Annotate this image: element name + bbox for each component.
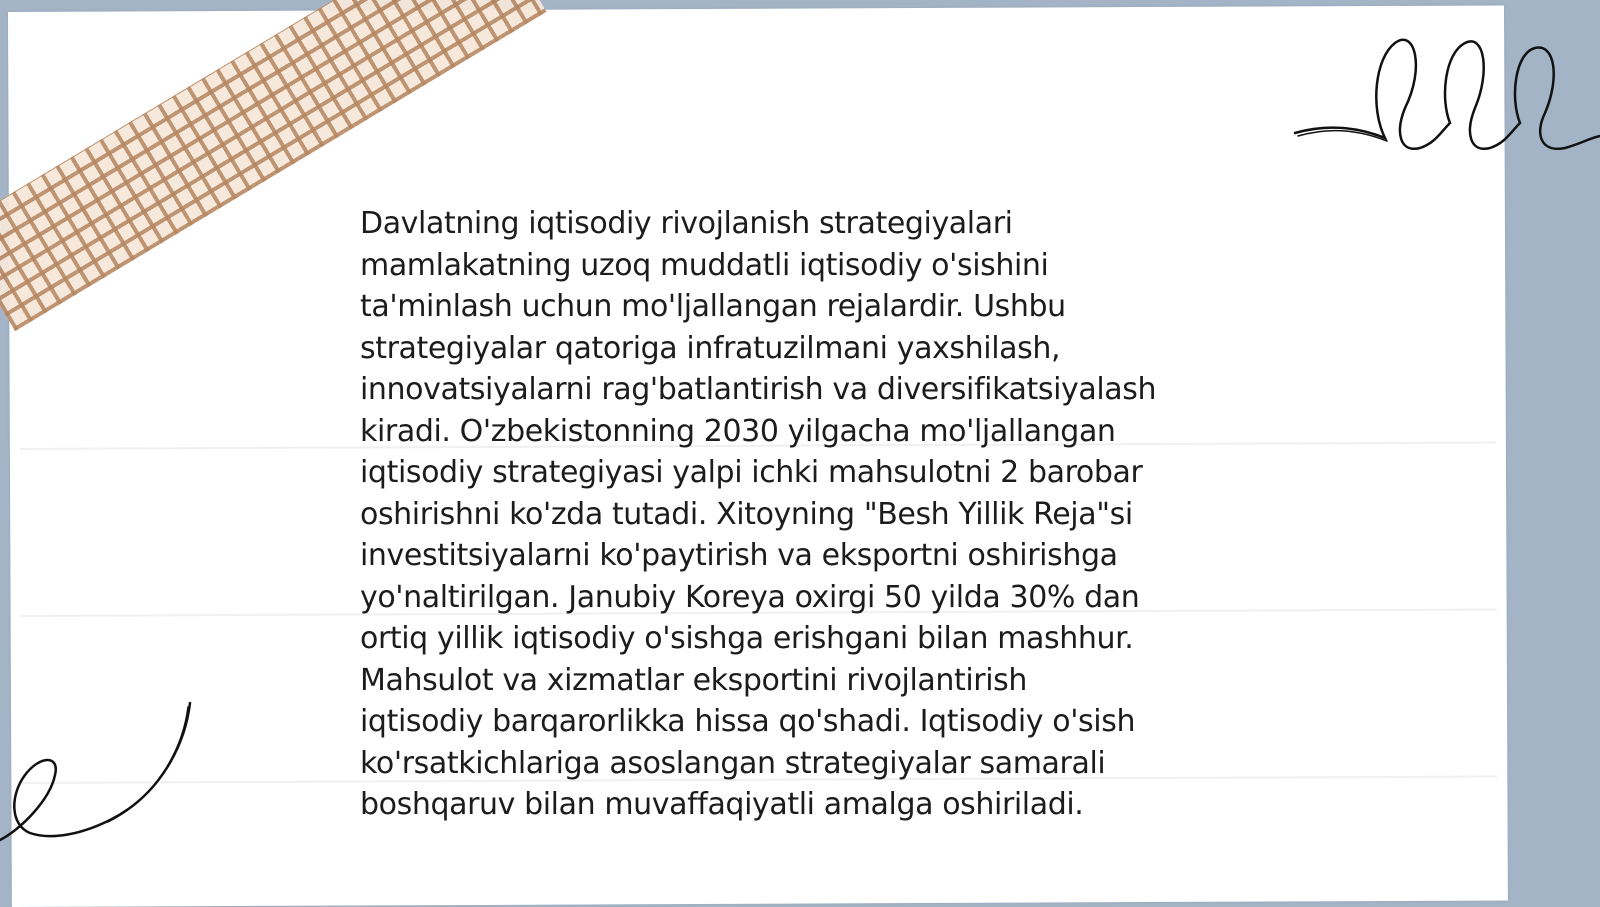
loop-squiggle-icon xyxy=(1290,28,1600,168)
curl-squiggle-icon xyxy=(0,695,200,855)
body-paragraph: Davlatning iqtisodiy rivojlanish strategiyalari mamlakatning uzoq muddatli iqtisodiy o'sishini ta'minlash uchun mo'ljallangan rejalardir. Ushbu strategiyalar qatoriga infratuzilmani yaxshilash, innovatsiyalarni rag'batlantirish va diversifikatsiyalash kiradi. O'zbekistonning 2030 yilgacha mo'ljallangan iqtisodiy strategiyasi yalpi ichki mahsulotni 2 barobar oshirishni ko'zda tutadi. Xitoyning "Besh Yillik Reja"si investitsiyalarni ko'paytirish va eksportni oshirishga yo'naltirilgan. Janubiy Koreya oxirgi 50 yilda 30% dan ortiq yillik iqtisodiy o'sishga erishgani bilan mashhur. Mahsulot va xizmatlar eksportini rivojlantirish iqtisodiy barqarorlikka hissa qo'shadi. Iqtisodiy o'sish ko'rsatkichlariga asoslangan strategiyalar samarali boshqaruv bilan muvaffaqiyatli amalga oshiriladi. xyxy=(360,206,1157,822)
